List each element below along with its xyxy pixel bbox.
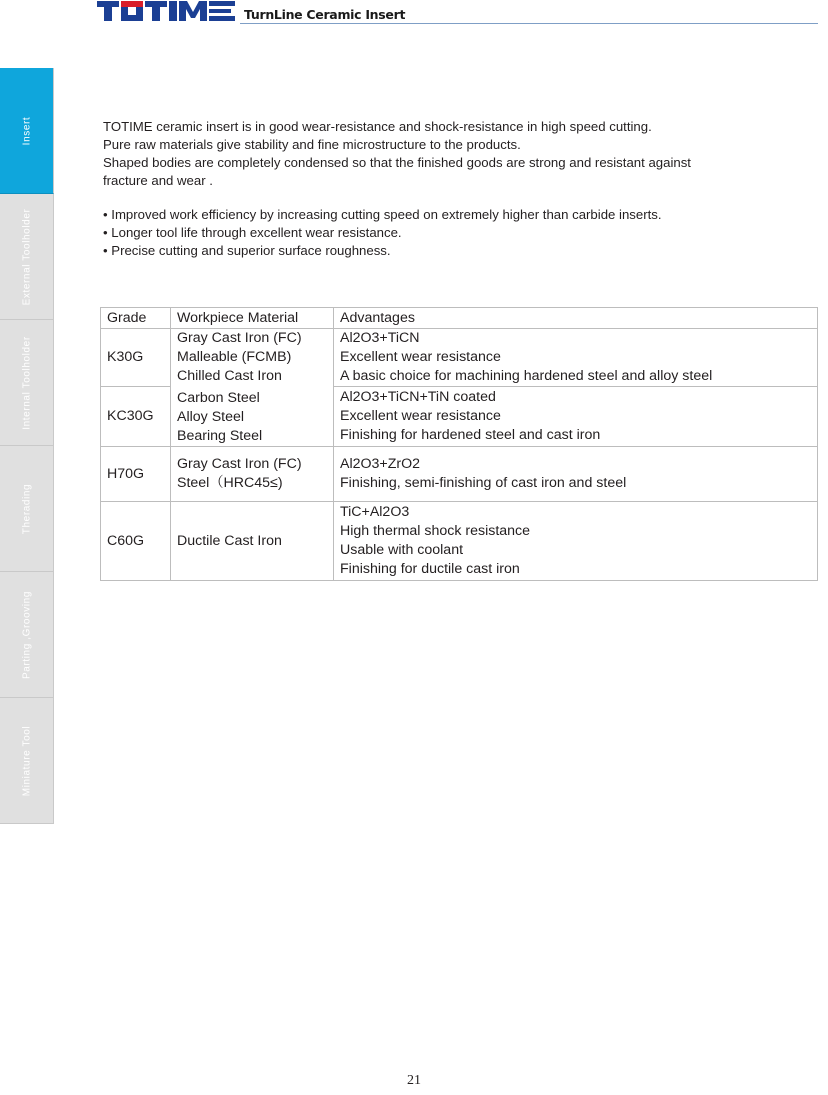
tab-label: Therading: [21, 483, 32, 534]
totime-logo-graphic: [97, 0, 237, 22]
header-grade: Grade: [101, 308, 171, 329]
page-header: [0, 0, 828, 30]
advantage-line: Usable with coolant: [340, 542, 464, 558]
material-cell: [171, 329, 334, 447]
tab-parting-grooving[interactable]: [0, 572, 54, 698]
material-line: Gray Cast Iron (FC): [177, 456, 302, 472]
header-workpiece-material: Workpiece Material: [171, 308, 334, 329]
feature-item: • Precise cutting and superior surface roughness.: [103, 243, 391, 258]
advantages-cell: [334, 447, 818, 502]
material-line: Carbon Steel: [177, 390, 260, 406]
advantage-line: Excellent wear resistance: [340, 349, 501, 366]
material-line: Chilled Cast Iron: [177, 368, 282, 384]
advantage-line: A basic choice for machining hardened steel and alloy steel: [340, 368, 713, 385]
material-line: Bearing Steel: [177, 428, 263, 444]
table-row: [101, 502, 818, 581]
grade-table: [100, 307, 818, 581]
advantage-line: TiC+Al2O3: [340, 504, 410, 520]
table-row: [101, 329, 818, 387]
tab-label: External Toolholder: [21, 208, 32, 305]
page-number: 21: [407, 1073, 421, 1088]
advantage-line: High thermal shock resistance: [340, 523, 531, 539]
intro-paragraph: [103, 118, 691, 190]
advantage-line: Finishing for hardened steel and cast iron: [340, 427, 601, 444]
intro-line: Shaped bodies are completely condensed so that the finished goods are strong and resistant against: [103, 155, 691, 170]
material-line: Steel（HRC45≤): [177, 475, 283, 491]
section-subtitle: TurnLine Ceramic Insert: [244, 7, 406, 22]
tab-label: Insert: [21, 116, 32, 145]
material-line: Ductile Cast Iron: [177, 532, 282, 549]
tab-internal-toolholder[interactable]: [0, 320, 54, 446]
advantage-line: Finishing, semi-finishing of cast iron and steel: [340, 475, 627, 491]
intro-line: Pure raw materials give stability and fine microstructure to the products.: [103, 137, 521, 152]
totime-logo: [97, 0, 237, 22]
advantages-cell: [334, 502, 818, 581]
grade-cell: C60G: [101, 502, 171, 581]
advantages-cell: [334, 387, 818, 447]
material-line: Alloy Steel: [177, 409, 245, 425]
table-header-row: [101, 308, 818, 329]
advantage-line: Finishing for ductile cast iron: [340, 561, 520, 577]
feature-list: [103, 206, 662, 260]
table-row: [101, 447, 818, 502]
material-line: Gray Cast Iron (FC): [177, 330, 302, 346]
tab-label: Parting ,Grooving: [21, 590, 32, 679]
advantage-line: Al2O3+TiCN+TiN coated: [340, 389, 496, 406]
advantage-line: Al2O3+ZrO2: [340, 456, 421, 472]
advantage-line: Al2O3+TiCN: [340, 330, 420, 347]
intro-line: TOTIME ceramic insert is in good wear-resistance and shock-resistance in high speed cutting.: [103, 119, 652, 134]
feature-item: • Longer tool life through excellent wear resistance.: [103, 225, 402, 240]
tab-miniature-tool[interactable]: [0, 698, 54, 824]
intro-line: fracture and wear .: [103, 173, 213, 188]
material-cell: [171, 502, 334, 581]
tab-label: Miniature Tool: [21, 725, 32, 796]
material-line: Malleable (FCMB): [177, 349, 292, 365]
grade-cell: KC30G: [101, 387, 171, 447]
tab-insert[interactable]: [0, 68, 54, 194]
grade-cell: H70G: [101, 447, 171, 502]
material-cell: [171, 447, 334, 502]
feature-item: • Improved work efficiency by increasing cutting speed on extremely higher than carbide inserts.: [103, 207, 662, 222]
tab-label: Internal Toolholder: [21, 335, 32, 430]
advantage-line: Excellent wear resistance: [340, 408, 501, 425]
advantages-cell: [334, 329, 818, 387]
tab-threading[interactable]: [0, 446, 54, 572]
tab-external-toolholder[interactable]: [0, 194, 54, 320]
header-divider: [240, 23, 818, 24]
section-tabs: [0, 68, 55, 824]
header-advantages: Advantages: [334, 308, 818, 329]
grade-cell: K30G: [101, 329, 171, 387]
